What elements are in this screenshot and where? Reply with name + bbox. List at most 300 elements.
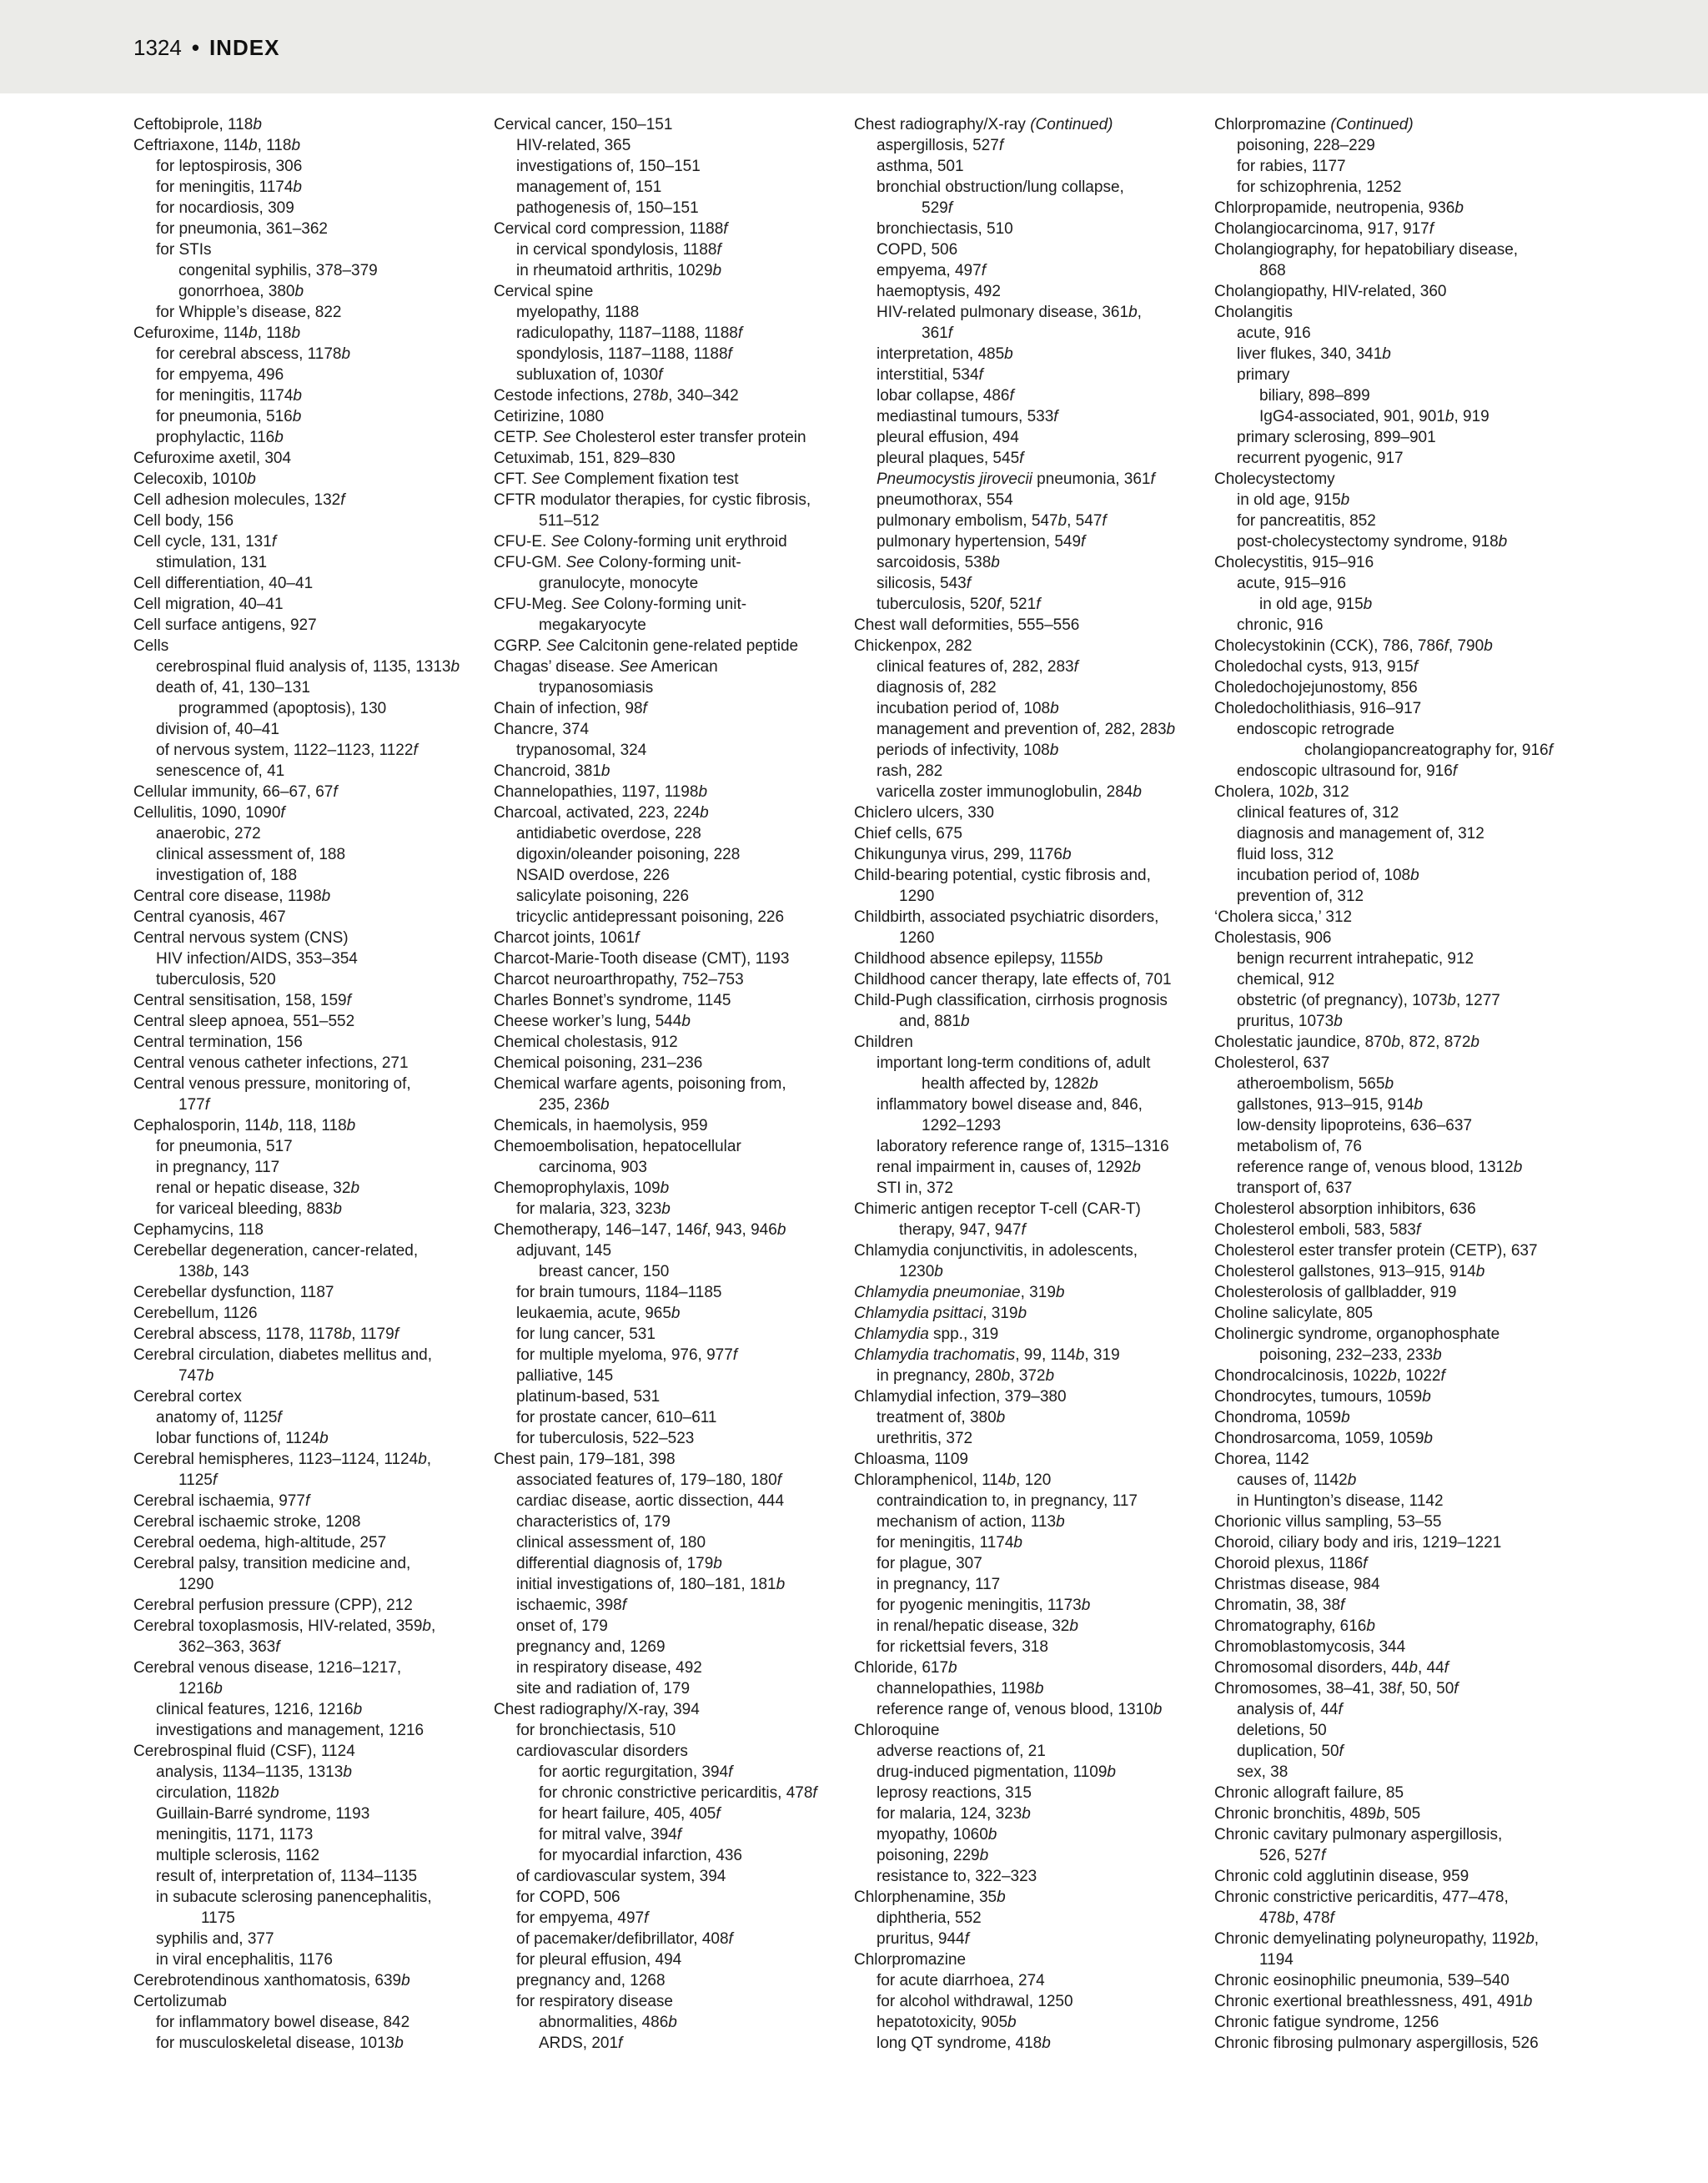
index-entry-continuation: 362–363, 363f bbox=[178, 1638, 280, 1656]
index-entry-continuation: 1216b bbox=[178, 1680, 223, 1698]
index-entry-level-1: Cervical cord compression, 1188f bbox=[494, 220, 728, 238]
index-entry-continuation: megakaryocyte bbox=[539, 616, 646, 634]
index-entry-level-2: for STIs bbox=[156, 241, 212, 259]
index-entry-level-1: Cholangiopathy, HIV-related, 360 bbox=[1214, 283, 1447, 300]
index-entry-level-2: in viral encephalitis, 1176 bbox=[156, 1951, 333, 1969]
index-entry-level-2: metabolism of, 76 bbox=[1237, 1138, 1362, 1155]
index-entry-level-1: Cerebrospinal fluid (CSF), 1124 bbox=[133, 1743, 355, 1760]
index-entry-level-2: site and radiation of, 179 bbox=[516, 1680, 691, 1698]
index-entry-level-1: Cerebral abscess, 1178, 1178b, 1179f bbox=[133, 1325, 399, 1343]
index-entry-level-1: Celecoxib, 1010b bbox=[133, 470, 256, 488]
index-entry-level-2: for malaria, 124, 323b bbox=[877, 1805, 1031, 1823]
index-entry-level-1: Cestode infections, 278b, 340–342 bbox=[494, 387, 739, 405]
index-entry-level-2: rash, 282 bbox=[877, 762, 943, 780]
index-entry-level-2: interpretation, 485b bbox=[877, 345, 1013, 363]
index-entry-level-1: Chiclero ulcers, 330 bbox=[854, 804, 994, 822]
index-entry-level-2: reference range of, venous blood, 1312b bbox=[1237, 1159, 1523, 1176]
index-entry-level-1: Cellular immunity, 66–67, 67f bbox=[133, 783, 338, 801]
index-entry-level-1: Central sleep apnoea, 551–552 bbox=[133, 1013, 355, 1030]
index-entry-level-1: Cell cycle, 131, 131f bbox=[133, 533, 277, 551]
running-head bbox=[133, 35, 279, 60]
index-entry-level-1: Chronic exertional breathlessness, 491, 491b bbox=[1214, 1993, 1533, 2010]
index-entry-level-1: Cells bbox=[133, 637, 169, 655]
index-entry-level-2: adverse reactions of, 21 bbox=[877, 1743, 1046, 1760]
index-entry-level-2: silicosis, 543f bbox=[877, 575, 971, 592]
index-entry-level-1: Chorionic villus sampling, 53–55 bbox=[1214, 1513, 1442, 1531]
index-entry-level-2: of cardiovascular system, 394 bbox=[516, 1868, 726, 1885]
index-entry-level-2: for plague, 307 bbox=[877, 1555, 982, 1572]
index-entry-level-2: HIV-related, 365 bbox=[516, 137, 631, 154]
index-entry-level-1: Central nervous system (CNS) bbox=[133, 929, 349, 947]
index-entry-level-1: Cerebral oedema, high-altitude, 257 bbox=[133, 1534, 387, 1552]
index-entry-level-1: Cerebral cortex bbox=[133, 1388, 242, 1406]
index-entry-level-2: salicylate poisoning, 226 bbox=[516, 888, 690, 905]
index-entry-level-1: Cefuroxime, 114b, 118b bbox=[133, 324, 301, 342]
index-entry-continuation: 235, 236b bbox=[539, 1096, 610, 1114]
index-entry-level-2: analysis, 1134–1135, 1313b bbox=[156, 1763, 352, 1781]
index-entry-level-1: Chemicals, in haemolysis, 959 bbox=[494, 1117, 708, 1134]
index-entry-level-1: Chondrocalcinosis, 1022b, 1022f bbox=[1214, 1367, 1445, 1385]
index-entry-level-1: Choledocholithiasis, 916–917 bbox=[1214, 700, 1422, 717]
index-entry-level-1: Cholangitis bbox=[1214, 304, 1293, 321]
index-entry-level-1: Childhood absence epilepsy, 1155b bbox=[854, 950, 1103, 968]
index-entry-level-2: syphilis and, 377 bbox=[156, 1930, 274, 1948]
index-entry-level-1: Chloroquine bbox=[854, 1722, 940, 1739]
index-entry-level-2: prophylactic, 116b bbox=[156, 429, 284, 446]
index-entry-level-1: Chest radiography/X-ray, 394 bbox=[494, 1701, 700, 1718]
index-entry-level-2: interstitial, 534f bbox=[877, 366, 983, 384]
index-entry-level-1: Cholecystitis, 915–916 bbox=[1214, 554, 1374, 571]
index-entry-level-3: breast cancer, 150 bbox=[539, 1263, 670, 1280]
index-entry-level-1: Cerebral venous disease, 1216–1217, bbox=[133, 1659, 402, 1677]
index-entry-level-1: Chromatography, 616b bbox=[1214, 1617, 1375, 1635]
index-entry-level-1: Chief cells, 675 bbox=[854, 825, 962, 843]
index-entry-level-2: differential diagnosis of, 179b bbox=[516, 1555, 722, 1572]
index-entry-level-1: Certolizumab bbox=[133, 1993, 227, 2010]
index-entry-level-1: Chronic demyelinating polyneuropathy, 1192b, bbox=[1214, 1930, 1540, 1948]
index-entry-level-1: Cervical spine bbox=[494, 283, 594, 300]
index-entry-level-2: poisoning, 228–229 bbox=[1237, 137, 1375, 154]
index-entry-level-2: acute, 915–916 bbox=[1237, 575, 1347, 592]
index-entry-level-3: for chronic constrictive pericarditis, 478f bbox=[539, 1784, 817, 1802]
index-entry-level-1: Chlamydia spp., 319 bbox=[854, 1325, 999, 1343]
index-entry-level-2: Pneumocystis jirovecii pneumonia, 361f bbox=[877, 470, 1155, 488]
index-entry-level-2: myelopathy, 1188 bbox=[516, 304, 640, 321]
index-entry-level-2: empyema, 497f bbox=[877, 262, 986, 279]
index-entry-level-1: Chemical poisoning, 231–236 bbox=[494, 1054, 703, 1072]
index-entry-level-1: Cell adhesion molecules, 132f bbox=[133, 491, 345, 509]
index-entry-level-2: pleural plaques, 545f bbox=[877, 450, 1024, 467]
index-entry-level-2: periods of infectivity, 108b bbox=[877, 742, 1059, 759]
index-entry-level-2: characteristics of, 179 bbox=[516, 1513, 671, 1531]
index-entry-level-1: Cellulitis, 1090, 1090f bbox=[133, 804, 285, 822]
index-entry-level-1: Chemotherapy, 146–147, 146f, 943, 946b bbox=[494, 1221, 786, 1239]
index-entry-level-2: in respiratory disease, 492 bbox=[516, 1659, 702, 1677]
index-entry-level-1: Chagas’ disease. See American bbox=[494, 658, 718, 676]
index-entry-level-2: myopathy, 1060b bbox=[877, 1826, 997, 1843]
index-entry-continuation: 868 bbox=[1259, 262, 1286, 279]
index-entry-level-1: Cholesterol gallstones, 913–915, 914b bbox=[1214, 1263, 1485, 1280]
index-entry-level-2: sarcoidosis, 538b bbox=[877, 554, 1000, 571]
index-entry-level-2: post-cholecystectomy syndrome, 918b bbox=[1237, 533, 1508, 551]
index-entry-level-2: bronchiectasis, 510 bbox=[877, 220, 1013, 238]
index-entry-level-2: in renal/hepatic disease, 32b bbox=[877, 1617, 1078, 1635]
index-entry-level-2: HIV-related pulmonary disease, 361b, bbox=[877, 304, 1142, 321]
index-entry-level-2: investigation of, 188 bbox=[156, 867, 298, 884]
page-title: INDEX bbox=[208, 35, 280, 60]
index-entry-level-2: aspergillosis, 527f bbox=[877, 137, 1004, 154]
index-entry-level-1: Chronic cold agglutinin disease, 959 bbox=[1214, 1868, 1469, 1885]
index-entry-level-1: Charcot neuroarthropathy, 752–753 bbox=[494, 971, 744, 988]
index-entry-level-1: Chlamydia psittaci, 319b bbox=[854, 1305, 1027, 1322]
index-entry-level-2: for pneumonia, 516b bbox=[156, 408, 302, 425]
index-entry-level-2: leukaemia, acute, 965b bbox=[516, 1305, 681, 1322]
index-entry-level-1: Cervical cancer, 150–151 bbox=[494, 116, 673, 133]
index-entry-level-2: clinical assessment of, 180 bbox=[516, 1534, 706, 1552]
index-entry-continuation: 747b bbox=[178, 1367, 214, 1385]
index-entry-level-1: Chloramphenicol, 114b, 120 bbox=[854, 1471, 1052, 1489]
index-entry-level-1: Chronic eosinophilic pneumonia, 539–540 bbox=[1214, 1972, 1510, 1989]
index-entry-level-2: resistance to, 322–323 bbox=[877, 1868, 1037, 1885]
index-entry-level-2: management and prevention of, 282, 283b bbox=[877, 721, 1176, 738]
index-entry-level-2: of pacemaker/defibrillator, 408f bbox=[516, 1930, 733, 1948]
index-entry-level-1: Chorea, 1142 bbox=[1214, 1451, 1309, 1468]
index-entry-level-2: initial investigations of, 180–181, 181b bbox=[516, 1576, 786, 1593]
index-entry-level-2: bronchial obstruction/lung collapse, bbox=[877, 179, 1124, 196]
index-entry-level-2: circulation, 1182b bbox=[156, 1784, 279, 1802]
index-entry-level-2: sex, 38 bbox=[1237, 1763, 1289, 1781]
index-entry-level-1: CFU-GM. See Colony-forming unit- bbox=[494, 554, 741, 571]
index-entry-level-2: laboratory reference range of, 1315–1316 bbox=[877, 1138, 1169, 1155]
index-entry-level-2: for brain tumours, 1184–1185 bbox=[516, 1284, 722, 1301]
index-entry-continuation: 138b, 143 bbox=[178, 1263, 249, 1280]
index-entry-level-2: inflammatory bowel disease and, 846, bbox=[877, 1096, 1143, 1114]
index-entry-level-1: Chlorpromazine (Continued) bbox=[1214, 116, 1414, 133]
index-entry-level-2: drug-induced pigmentation, 1109b bbox=[877, 1763, 1116, 1781]
index-entry-level-2: for inflammatory bowel disease, 842 bbox=[156, 2014, 410, 2031]
index-column-2 bbox=[494, 114, 827, 2054]
index-entry-level-2: pulmonary embolism, 547b, 547f bbox=[877, 512, 1107, 530]
index-entry-level-1: Chain of infection, 98f bbox=[494, 700, 647, 717]
index-entry-level-2: varicella zoster immunoglobulin, 284b bbox=[877, 783, 1142, 801]
index-entry-level-2: pregnancy and, 1269 bbox=[516, 1638, 666, 1656]
index-entry-level-2: pathogenesis of, 150–151 bbox=[516, 199, 699, 217]
index-entry-level-2: ischaemic, 398f bbox=[516, 1597, 627, 1614]
index-entry-level-1: Cerebral circulation, diabetes mellitus and, bbox=[133, 1346, 433, 1364]
index-entry-level-2: for rabies, 1177 bbox=[1237, 158, 1346, 175]
index-entry-level-2: endoscopic retrograde bbox=[1237, 721, 1395, 738]
index-entry-level-2: asthma, 501 bbox=[877, 158, 964, 175]
index-entry-level-2: division of, 40–41 bbox=[156, 721, 279, 738]
index-entry-level-2: for acute diarrhoea, 274 bbox=[877, 1972, 1045, 1989]
index-entry-level-1: Chondrosarcoma, 1059, 1059b bbox=[1214, 1430, 1433, 1447]
index-entry-level-2: for musculoskeletal disease, 1013b bbox=[156, 2035, 404, 2052]
index-entry-level-1: Cholestatic jaundice, 870b, 872, 872b bbox=[1214, 1034, 1479, 1051]
index-entry-level-2: associated features of, 179–180, 180f bbox=[516, 1471, 781, 1489]
index-entry-level-1: Chlorphenamine, 35b bbox=[854, 1889, 1006, 1906]
index-entry-level-3: gonorrhoea, 380b bbox=[178, 283, 304, 300]
index-entry-level-1: Cholinergic syndrome, organophosphate bbox=[1214, 1325, 1500, 1343]
index-entry-level-1: CFU-Meg. See Colony-forming unit- bbox=[494, 596, 747, 613]
index-entry-continuation: therapy, 947, 947f bbox=[899, 1221, 1026, 1239]
index-entry-level-1: CFU-E. See Colony-forming unit erythroid bbox=[494, 533, 787, 551]
index-entry-level-2: endoscopic ultrasound for, 916f bbox=[1237, 762, 1458, 780]
index-entry-level-1: Channelopathies, 1197, 1198b bbox=[494, 783, 708, 801]
index-entry-level-2: in old age, 915b bbox=[1237, 491, 1350, 509]
index-entry-level-2: for bronchiectasis, 510 bbox=[516, 1722, 676, 1739]
index-entry-continuation: 361f bbox=[922, 324, 952, 342]
index-entry-level-1: Chronic allograft failure, 85 bbox=[1214, 1784, 1404, 1802]
index-entry-level-3: for heart failure, 405, 405f bbox=[539, 1805, 721, 1823]
index-entry-level-2: STI in, 372 bbox=[877, 1180, 953, 1197]
index-entry-level-2: incubation period of, 108b bbox=[1237, 867, 1419, 884]
index-entry-level-2: primary sclerosing, 899–901 bbox=[1237, 429, 1436, 446]
index-entry-level-2: result of, interpretation of, 1134–1135 bbox=[156, 1868, 418, 1885]
index-entry-level-1: Cheese worker’s lung, 544b bbox=[494, 1013, 691, 1030]
index-entry-level-2: for leptospirosis, 306 bbox=[156, 158, 303, 175]
index-entry-level-2: spondylosis, 1187–1188, 1188f bbox=[516, 345, 732, 363]
index-entry-level-2: clinical features of, 312 bbox=[1237, 804, 1399, 822]
index-entry-level-2: chemical, 912 bbox=[1237, 971, 1335, 988]
index-entry-level-1: Chikungunya virus, 299, 1176b bbox=[854, 846, 1072, 863]
index-entry-level-2: multiple sclerosis, 1162 bbox=[156, 1847, 320, 1864]
index-entry-level-1: Chemoembolisation, hepatocellular bbox=[494, 1138, 741, 1155]
index-entry-level-2: lobar collapse, 486f bbox=[877, 387, 1014, 405]
index-entry-level-1: Chimeric antigen receptor T-cell (CAR-T) bbox=[854, 1200, 1141, 1218]
index-entry-level-2: for meningitis, 1174b bbox=[156, 387, 302, 405]
index-entry-level-2: channelopathies, 1198b bbox=[877, 1680, 1044, 1698]
header-separator: • bbox=[191, 35, 199, 60]
index-entry-level-1: ‘Cholera sicca,’ 312 bbox=[1214, 908, 1353, 926]
index-entry-level-1: Cerebral hemispheres, 1123–1124, 1124b, bbox=[133, 1451, 432, 1468]
index-entry-level-1: Chronic constrictive pericarditis, 477–478, bbox=[1214, 1889, 1509, 1906]
index-entry-level-1: Ceftobiprole, 118b bbox=[133, 116, 262, 133]
index-entry-level-2: renal impairment in, causes of, 1292b bbox=[877, 1159, 1141, 1176]
index-entry-level-2: in rheumatoid arthritis, 1029b bbox=[516, 262, 722, 279]
index-entry-level-2: meningitis, 1171, 1173 bbox=[156, 1826, 314, 1843]
index-entry-level-2: deletions, 50 bbox=[1237, 1722, 1327, 1739]
index-entry-level-2: leprosy reactions, 315 bbox=[877, 1784, 1032, 1802]
index-entry-level-1: Chickenpox, 282 bbox=[854, 637, 972, 655]
index-entry-continuation: carcinoma, 903 bbox=[539, 1159, 647, 1176]
index-entry-level-1: Cholecystokinin (CCK), 786, 786f, 790b bbox=[1214, 637, 1493, 655]
index-entry-level-1: Cell differentiation, 40–41 bbox=[133, 575, 314, 592]
index-entry-level-2: anatomy of, 1125f bbox=[156, 1409, 282, 1426]
index-entry-level-2: for empyema, 497f bbox=[516, 1909, 649, 1927]
index-entry-level-1: Chlamydia trachomatis, 99, 114b, 319 bbox=[854, 1346, 1120, 1364]
index-entry-level-2: recurrent pyogenic, 917 bbox=[1237, 450, 1404, 467]
index-entry-level-2: hepatotoxicity, 905b bbox=[877, 2014, 1017, 2031]
index-entry-level-1: Chondroma, 1059b bbox=[1214, 1409, 1350, 1426]
index-entry-level-2: antidiabetic overdose, 228 bbox=[516, 825, 701, 843]
index-entry-level-2: for empyema, 496 bbox=[156, 366, 284, 384]
index-entry-level-2: analysis of, 44f bbox=[1237, 1701, 1343, 1718]
index-entry-level-2: diagnosis of, 282 bbox=[877, 679, 997, 697]
index-entry-level-1: Chlamydia pneumoniae, 319b bbox=[854, 1284, 1065, 1301]
index-entry-level-2: in pregnancy, 280b, 372b bbox=[877, 1367, 1055, 1385]
index-entry-level-1: Cell surface antigens, 927 bbox=[133, 616, 317, 634]
index-entry-level-1: Choledochal cysts, 913, 915f bbox=[1214, 658, 1418, 676]
index-entry-level-2: for lung cancer, 531 bbox=[516, 1325, 656, 1343]
index-entry-level-1: Cerebrotendinous xanthomatosis, 639b bbox=[133, 1972, 410, 1989]
index-entry-level-2: long QT syndrome, 418b bbox=[877, 2035, 1051, 2052]
index-entry-level-1: Cerebral ischaemic stroke, 1208 bbox=[133, 1513, 361, 1531]
index-entry-continuation: 511–512 bbox=[539, 512, 600, 530]
index-entry-level-2: for prostate cancer, 610–611 bbox=[516, 1409, 717, 1426]
index-entry-level-2: tuberculosis, 520 bbox=[156, 971, 276, 988]
index-entry-level-1: Charcot joints, 1061f bbox=[494, 929, 640, 947]
index-entry-level-2: for schizophrenia, 1252 bbox=[1237, 179, 1402, 196]
index-entry-level-3: biliary, 898–899 bbox=[1259, 387, 1370, 405]
index-entry-level-2: prevention of, 312 bbox=[1237, 888, 1364, 905]
index-entry-continuation: granulocyte, monocyte bbox=[539, 575, 699, 592]
index-entry-level-1: Cholangiography, for hepatobiliary disease, bbox=[1214, 241, 1519, 259]
index-entry-level-2: for pneumonia, 517 bbox=[156, 1138, 293, 1155]
index-entry-level-1: Cholesterol emboli, 583, 583f bbox=[1214, 1221, 1421, 1239]
index-entry-level-2: diphtheria, 552 bbox=[877, 1909, 982, 1927]
index-entry-level-1: Central core disease, 1198b bbox=[133, 888, 331, 905]
index-entry-level-2: investigations and management, 1216 bbox=[156, 1722, 424, 1739]
index-entry-level-1: Cholesterolosis of gallbladder, 919 bbox=[1214, 1284, 1457, 1301]
index-entry-level-2: diagnosis and management of, 312 bbox=[1237, 825, 1484, 843]
index-entry-level-2: clinical features, 1216, 1216b bbox=[156, 1701, 363, 1718]
index-entry-continuation: 478b, 478f bbox=[1259, 1909, 1334, 1927]
index-entry-level-2: poisoning, 229b bbox=[877, 1847, 989, 1864]
index-entry-continuation: 1175 bbox=[201, 1909, 235, 1927]
index-entry-level-2: liver flukes, 340, 341b bbox=[1237, 345, 1391, 363]
index-entry-level-1: Cerebellum, 1126 bbox=[133, 1305, 258, 1322]
index-entry-level-1: Choline salicylate, 805 bbox=[1214, 1305, 1374, 1322]
index-entry-level-2: pregnancy and, 1268 bbox=[516, 1972, 666, 1989]
index-entry-level-2: cerebrospinal fluid analysis of, 1135, 1313b bbox=[156, 658, 460, 676]
index-entry-level-2: subluxation of, 1030f bbox=[516, 366, 663, 384]
index-entry-level-2: clinical features of, 282, 283f bbox=[877, 658, 1078, 676]
index-entry-continuation: 1230b bbox=[899, 1263, 943, 1280]
index-entry-level-2: for meningitis, 1174b bbox=[156, 179, 302, 196]
index-entry-level-2: for pyogenic meningitis, 1173b bbox=[877, 1597, 1091, 1614]
index-entry-continuation: 529f bbox=[922, 199, 952, 217]
index-entry-level-1: Chest radiography/X-ray (Continued) bbox=[854, 116, 1113, 133]
index-entry-level-1: Chloride, 617b bbox=[854, 1659, 957, 1677]
index-entry-continuation: poisoning, 232–233, 233b bbox=[1259, 1346, 1442, 1364]
index-entry-level-1: Chromosomal disorders, 44b, 44f bbox=[1214, 1659, 1449, 1677]
index-entry-level-1: Choroid, ciliary body and iris, 1219–1221 bbox=[1214, 1534, 1502, 1552]
index-entry-level-1: Chest pain, 179–181, 398 bbox=[494, 1451, 676, 1468]
index-entry-level-2: for pancreatitis, 852 bbox=[1237, 512, 1376, 530]
index-entry-continuation: 526, 527f bbox=[1259, 1847, 1326, 1864]
index-entry-level-2: pneumothorax, 554 bbox=[877, 491, 1013, 509]
index-entry-level-1: Chemoprophylaxis, 109b bbox=[494, 1180, 670, 1197]
index-entry-level-2: pruritus, 944f bbox=[877, 1930, 969, 1948]
index-entry-continuation: 1194 bbox=[1259, 1951, 1294, 1969]
index-entry-level-2: pleural effusion, 494 bbox=[877, 429, 1019, 446]
index-entry-level-2: primary bbox=[1237, 366, 1290, 384]
index-entry-level-1: Cetuximab, 151, 829–830 bbox=[494, 450, 676, 467]
index-entry-level-1: Chronic bronchitis, 489b, 505 bbox=[1214, 1805, 1421, 1823]
index-entry-level-1: Cerebral ischaemia, 977f bbox=[133, 1492, 310, 1510]
index-entry-level-1: Choroid plexus, 1186f bbox=[1214, 1555, 1368, 1572]
index-entry-level-1: Chromatin, 38, 38f bbox=[1214, 1597, 1345, 1614]
index-entry-level-1: Child-Pugh classification, cirrhosis prognosis bbox=[854, 992, 1168, 1009]
index-entry-level-1: Chondrocytes, tumours, 1059b bbox=[1214, 1388, 1431, 1406]
index-entry-level-2: palliative, 145 bbox=[516, 1367, 614, 1385]
index-entry-level-2: of nervous system, 1122–1123, 1122f bbox=[156, 742, 418, 759]
index-entry-level-2: low-density lipoproteins, 636–637 bbox=[1237, 1117, 1473, 1134]
index-entry-level-3: ARDS, 201f bbox=[539, 2035, 623, 2052]
index-entry-level-2: lobar functions of, 1124b bbox=[156, 1430, 329, 1447]
index-entry-level-2: for nocardiosis, 309 bbox=[156, 199, 294, 217]
index-entry-level-3: IgG4-associated, 901, 901b, 919 bbox=[1259, 408, 1489, 425]
index-entry-level-1: Children bbox=[854, 1034, 913, 1051]
index-column-3 bbox=[854, 114, 1188, 2054]
index-entry-level-1: CFTR modulator therapies, for cystic fibrosis, bbox=[494, 491, 811, 509]
index-entry-level-1: Central venous catheter infections, 271 bbox=[133, 1054, 409, 1072]
index-entry-level-2: for rickettsial fevers, 318 bbox=[877, 1638, 1048, 1656]
index-entry-level-2: mechanism of action, 113b bbox=[877, 1513, 1065, 1531]
index-entry-level-1: Chronic fibrosing pulmonary aspergillosis, 526 bbox=[1214, 2035, 1539, 2052]
index-entry-level-1: Chlamydia conjunctivitis, in adolescents, bbox=[854, 1242, 1138, 1260]
index-entry-level-1: Cerebral toxoplasmosis, HIV-related, 359b, bbox=[133, 1617, 436, 1635]
index-entry-level-1: Cerebral perfusion pressure (CPP), 212 bbox=[133, 1597, 413, 1614]
index-entry-level-2: in pregnancy, 117 bbox=[156, 1159, 280, 1176]
index-entry-level-2: adjuvant, 145 bbox=[516, 1242, 612, 1260]
index-entry-level-1: Child-bearing potential, cystic fibrosis and, bbox=[854, 867, 1151, 884]
index-entry-level-2: for variceal bleeding, 883b bbox=[156, 1200, 342, 1218]
index-entry-level-1: Cetirizine, 1080 bbox=[494, 408, 605, 425]
index-entry-level-2: pulmonary hypertension, 549f bbox=[877, 533, 1086, 551]
index-entry-level-1: Chlorpromazine bbox=[854, 1951, 967, 1969]
index-entry-level-2: atheroembolism, 565b bbox=[1237, 1075, 1394, 1093]
index-entry-level-1: Choledochojejunostomy, 856 bbox=[1214, 679, 1418, 697]
index-entry-level-1: Cholestasis, 906 bbox=[1214, 929, 1332, 947]
index-entry-continuation: 1290 bbox=[178, 1576, 214, 1593]
index-entry-level-3: for mitral valve, 394f bbox=[539, 1826, 682, 1843]
index-entry-continuation: 1260 bbox=[899, 929, 935, 947]
index-entry-level-2: NSAID overdose, 226 bbox=[516, 867, 670, 884]
index-entry-level-2: in pregnancy, 117 bbox=[877, 1576, 1001, 1593]
index-entry-level-2: for alcohol withdrawal, 1250 bbox=[877, 1993, 1073, 2010]
index-entry-level-2: benign recurrent intrahepatic, 912 bbox=[1237, 950, 1474, 968]
index-entry-level-2: for tuberculosis, 522–523 bbox=[516, 1430, 695, 1447]
index-entry-level-1: Cholera, 102b, 312 bbox=[1214, 783, 1349, 801]
index-entry-continuation: 177f bbox=[178, 1096, 209, 1114]
index-entry-level-1: Chromosomes, 38–41, 38f, 50, 50f bbox=[1214, 1680, 1459, 1698]
index-entry-level-1: CETP. See Cholesterol ester transfer protein bbox=[494, 429, 806, 446]
index-entry-level-2: obstetric (of pregnancy), 1073b, 1277 bbox=[1237, 992, 1500, 1009]
index-entry-level-1: Cell migration, 40–41 bbox=[133, 596, 284, 613]
index-entry-level-2: for multiple myeloma, 976, 977f bbox=[516, 1346, 738, 1364]
index-entry-level-2: investigations of, 150–151 bbox=[516, 158, 701, 175]
index-entry-level-1: Cholecystectomy bbox=[1214, 470, 1335, 488]
index-entry-level-1: CFT. See Complement fixation test bbox=[494, 470, 739, 488]
index-entry-level-2: mediastinal tumours, 533f bbox=[877, 408, 1058, 425]
index-entry-level-1: Chloasma, 1109 bbox=[854, 1451, 968, 1468]
index-entry-level-2: treatment of, 380b bbox=[877, 1409, 1006, 1426]
index-entry-level-1: Chemical warfare agents, poisoning from, bbox=[494, 1075, 786, 1093]
index-entry-continuation: 1290 bbox=[899, 888, 935, 905]
index-entry-level-1: Central termination, 156 bbox=[133, 1034, 303, 1051]
index-entry-level-1: Childbirth, associated psychiatric disorders, bbox=[854, 908, 1159, 926]
index-entry-level-2: haemoptysis, 492 bbox=[877, 283, 1001, 300]
index-entry-level-2: for pneumonia, 361–362 bbox=[156, 220, 328, 238]
index-entry-level-1: Chronic cavitary pulmonary aspergillosis, bbox=[1214, 1826, 1503, 1843]
index-entry-level-2: fluid loss, 312 bbox=[1237, 846, 1334, 863]
index-entry-level-2: tricyclic antidepressant poisoning, 226 bbox=[516, 908, 785, 926]
index-entry-level-1: Chlorpropamide, neutropenia, 936b bbox=[1214, 199, 1464, 217]
index-entry-level-3: programmed (apoptosis), 130 bbox=[178, 700, 387, 717]
index-entry-level-2: causes of, 1142b bbox=[1237, 1471, 1357, 1489]
index-entry-continuation: trypanosomiasis bbox=[539, 679, 654, 697]
